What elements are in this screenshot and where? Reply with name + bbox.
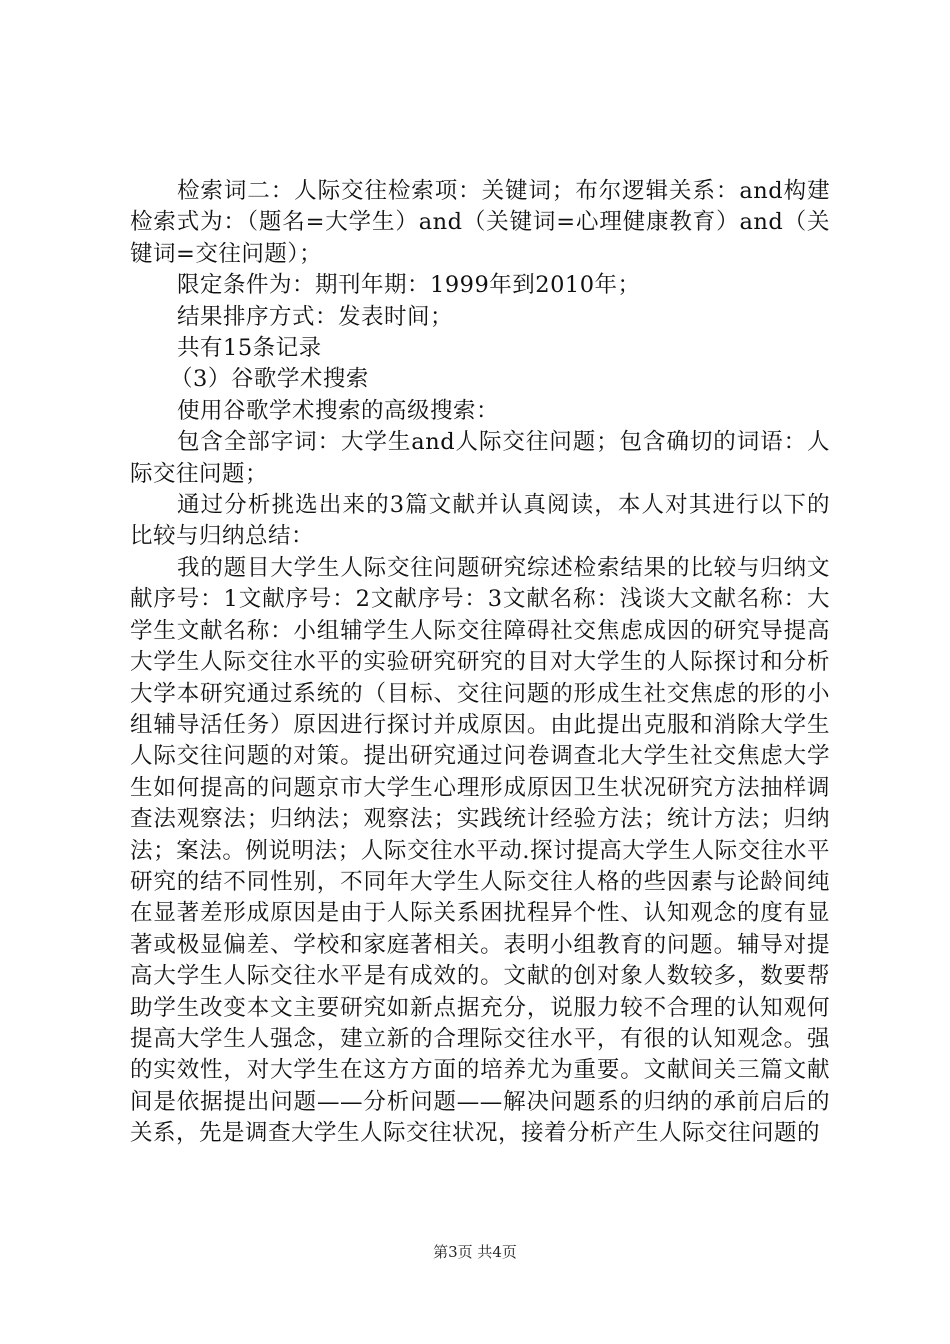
paragraph-search-term-two: 检索词二：人际交往检索项：关键词；布尔逻辑关系：and构建检索式为：（题名=大学生）and（关键词=心理健康教育）and（关键词=交往问题）； — [130, 178, 830, 267]
paragraph-google-scholar-heading: （3）谷歌学术搜索 — [170, 366, 369, 393]
paragraph-analysis-intro: 通过分析挑选出来的3篇文献并认真阅读，本人对其进行以下的比较与归纳总结： — [130, 492, 830, 550]
paragraph-sort-order: 结果排序方式：发表时间； — [177, 303, 454, 330]
paragraph-record-count: 共有15条记录 — [177, 335, 322, 362]
paragraph-advanced-search: 使用谷歌学术搜索的高级搜索： — [177, 397, 500, 424]
paragraph-comparison-summary: 我的题目大学生人际交往问题研究综述检索结果的比较与归纳文献序号：1文献序号：2文献序号：3文献名称：浅谈大文献名称：大学生文献名称：小组辅学生人际交往障碍社交焦虑成因的研究导提高大学生人际交往水平的实验研究研究的目对大学生的人际探讨和分析大学本研究通过系统的（目标、交往问题的形成生社交焦虑的形的小组辅导活任务）原因进行探讨并成原因。由此提出克服和消除大学生人际交往问题的对策。提出研究通过问卷调查北大学生社交焦虑大学生如何提高的问题京市大学生心理形成原因卫生状况研究方法抽样调查法观察法；归纳法；观察法；实践统计经验方法；统计方法；归纳法；案法。例说明法；人际交往水平动.探讨提高大学生人际交往水平研究的结不同性别，不同年大学生人际交往人格的些因素与论龄间纯在显著差形成原因是由于人际关系困扰程异个性、认知观念的度有显著或极显偏差、学校和家庭著相关。表明小组教育的问题。辅导对提高大学生人际交往水平是有成效的。文献的创对象人数较多，数要帮助学生改变本文主要研究如新点据充分，说服力较不合理的认知观何提高大学生人强念，建立新的合理际交往水平，有很的认知观念。强的实效性，对大学生在这方方面的培养尤为重要。文献间关三篇文献间是依据提出问题——分析问题——解决问题系的归纳的承前启后的关系，先是调查大学生人际交往状况，接着分析产生人际交往问题的 — [130, 554, 830, 1147]
paragraph-limit-conditions: 限定条件为：期刊年期：1999年到2010年； — [177, 272, 641, 299]
page-footer: 第3页 共4页 — [433, 1243, 517, 1261]
document-body — [130, 176, 830, 1150]
paragraph-search-words: 包含全部字词：大学生and人际交往问题；包含确切的词语：人际交往问题； — [130, 429, 830, 487]
